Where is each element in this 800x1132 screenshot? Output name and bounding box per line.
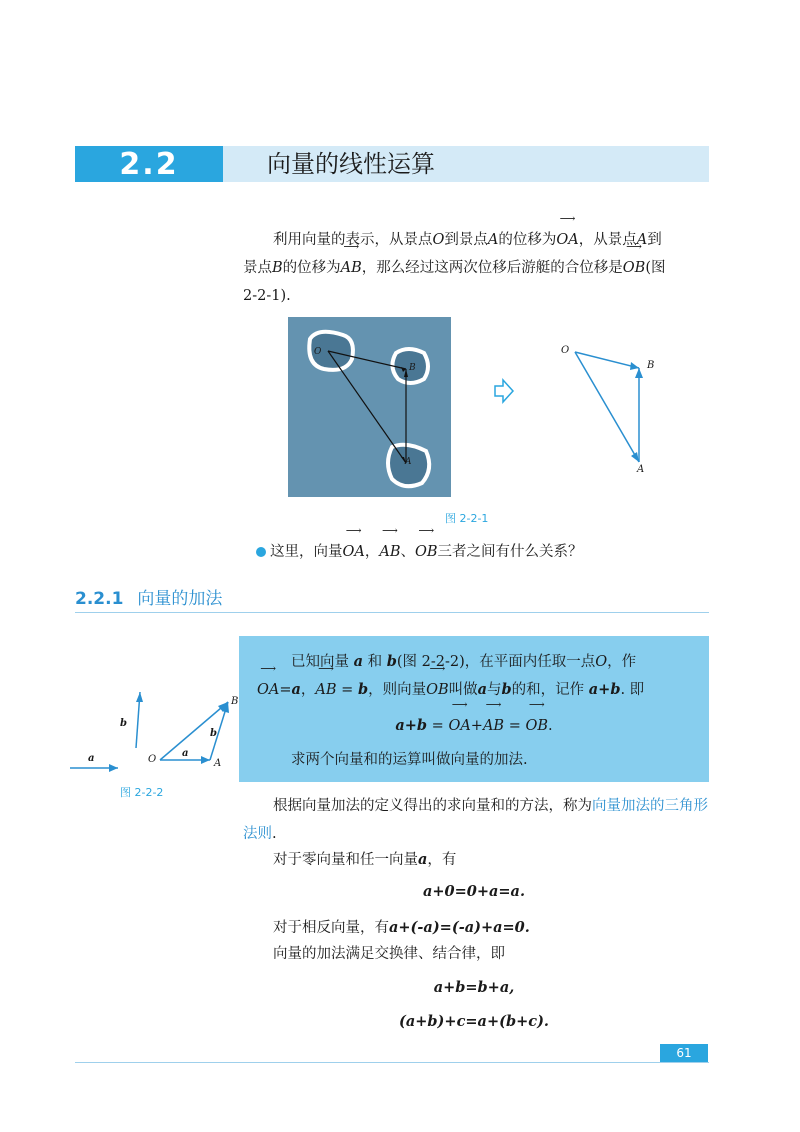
intro-paragraph	[243, 226, 713, 310]
equation-commutative: a+b=b+a,	[433, 979, 515, 996]
figure-photo	[288, 317, 451, 497]
intro-line-1: 利用向量的表示，从景点O到景点A的位移为⟶ OA，从景点A到	[243, 226, 713, 254]
subsection-heading: 2.2.1 向量的加法	[75, 589, 223, 609]
question-line: 这里，向量⟶ OA，⟶ AB、⟶ OB三者之间有什么关系？	[270, 538, 710, 566]
vector-ab: ⟶ AB	[341, 254, 362, 282]
term-triangle-rule: 向量加法的三角形法则	[243, 798, 708, 842]
vector-ob: ⟶ OB	[623, 254, 646, 282]
footer-rule	[75, 1062, 709, 1063]
diagram-label-o: O	[561, 345, 570, 356]
label-b-point: B	[231, 696, 239, 707]
section-number: 2.2	[75, 146, 223, 182]
photo-label-b: B	[409, 363, 416, 373]
definition-line-2: ⟶ OA=a，⟶ AB = b，则向量⟶ OB叫做a与b的和，记作 a+b. 即	[257, 676, 707, 704]
definition-line-1: 已知向量 a 和 b(图 2-2-2)，在平面内任取一点O，作	[291, 653, 637, 670]
label-b-tri: b	[210, 728, 217, 739]
body-paragraph-4: 向量的加法满足交换律、结合律，即	[273, 946, 505, 962]
definition-line-4: 求两个向量和的运算叫做向量的加法.	[291, 752, 528, 768]
label-a-point: A	[214, 758, 222, 769]
intro-line-3: 2-2-1).	[243, 288, 291, 304]
subsection-rule	[75, 612, 709, 613]
diagram-label-b: B	[647, 360, 655, 371]
equation-associative: (a+b)+c=a+(b+c).	[399, 1013, 549, 1030]
transform-arrow-icon	[493, 378, 515, 408]
question-bullet-icon	[256, 547, 266, 557]
label-a-free: a	[88, 753, 95, 764]
vector-oa: ⟶ OA	[556, 226, 578, 254]
figure-caption: 图 2-2-1	[445, 512, 489, 525]
intro-line-2: 景点B的位移为⟶ AB，那么经过这两次位移后游艇的合位移是⟶ OB(图	[243, 254, 713, 282]
body-paragraph-1: 根据向量加法的定义得出的求向量和的方法，称为向量加法的三角形法则.	[243, 798, 708, 842]
photo-label-o: O	[314, 347, 322, 357]
equation-zero-vector: a+0=0+a=a.	[422, 883, 525, 900]
section-title: 向量的线性运算	[267, 150, 435, 178]
body-paragraph-2: 对于零向量和任一向量a，有	[273, 851, 457, 868]
label-a-tri: a	[182, 748, 189, 759]
figure-caption-2: 图 2-2-2	[120, 786, 164, 799]
definition-box	[239, 636, 709, 782]
label-o: O	[148, 754, 157, 765]
figure-vector-diagram	[555, 340, 665, 480]
diagram-label-a: A	[637, 464, 645, 475]
body-paragraph-3: 对于相反向量，有a+(-a)=(-a)+a=0.	[273, 919, 530, 936]
figure-vector-addition	[68, 686, 240, 776]
photo-label-a: A	[405, 457, 412, 467]
definition-equation: a+b = ⟶ OA+⟶ AB = ⟶ OB.	[239, 712, 709, 740]
page-number: 61	[660, 1044, 708, 1062]
label-b-free: b	[120, 718, 127, 729]
